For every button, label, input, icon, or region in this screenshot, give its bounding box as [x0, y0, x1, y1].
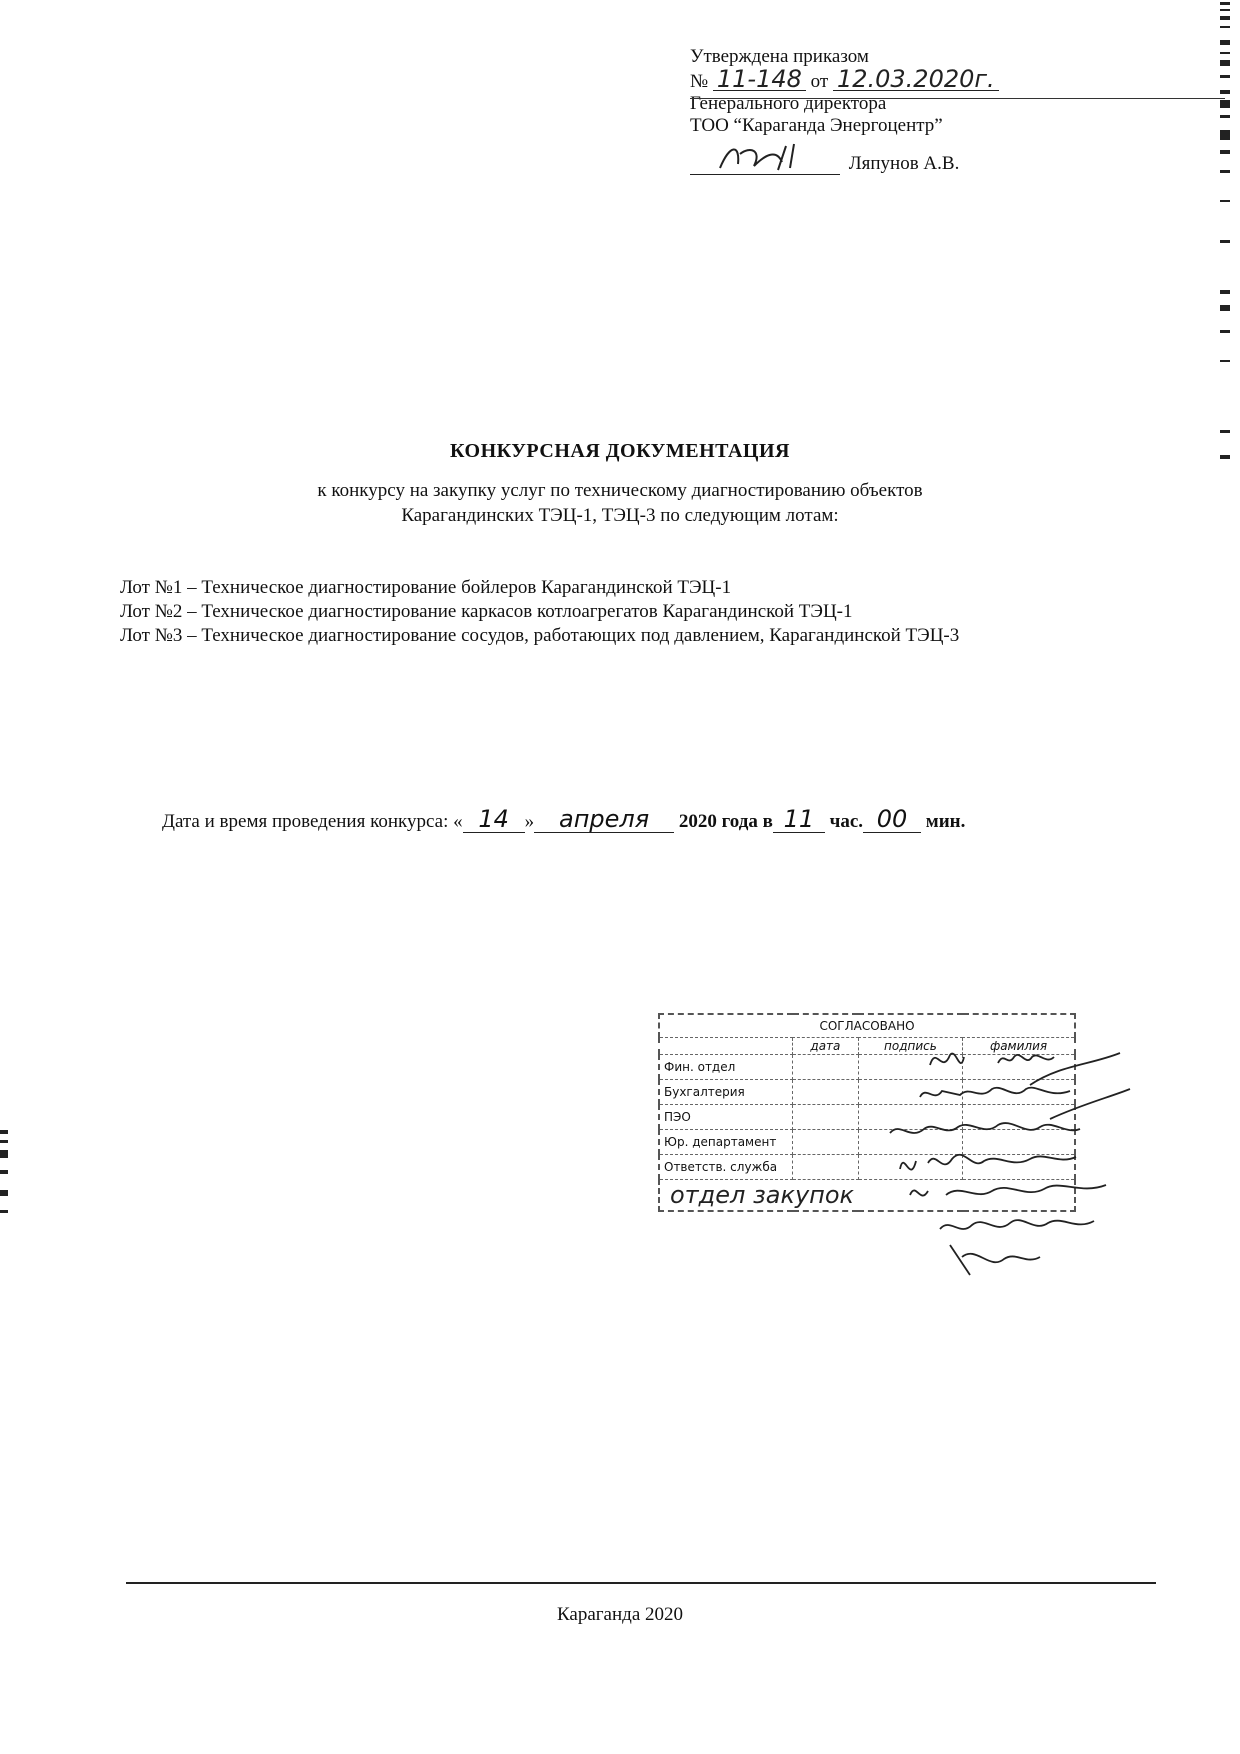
- stamp-signatures: [880, 1045, 1140, 1285]
- month-field: апреля: [534, 806, 674, 833]
- close-quote: »: [524, 811, 535, 832]
- scan-edge-marks-left: [0, 1130, 10, 1250]
- year-text: 2020 года в: [678, 811, 773, 832]
- minute-field: 00: [863, 806, 921, 833]
- stamp-row-label: Ответств. служба: [659, 1155, 793, 1180]
- signature-line: [690, 153, 999, 175]
- document-subtitle: [0, 478, 1240, 528]
- stamp-cell-date: [793, 1080, 859, 1105]
- footer-rule: [126, 1582, 1156, 1584]
- hour-label: час.: [829, 811, 864, 832]
- subtitle-line-2: Карагандинских ТЭЦ-1, ТЭЦ-3 по следующим лотам:: [401, 505, 839, 526]
- stamp-row-label: Юр. департамент: [659, 1130, 793, 1155]
- scan-edge-marks-right: [1214, 0, 1236, 480]
- stamp-cell-date: [793, 1130, 859, 1155]
- hour-field: 11: [773, 806, 825, 833]
- contest-datetime: [162, 806, 965, 833]
- datetime-label: Дата и время проведения конкурса:: [162, 811, 449, 832]
- stamp-handwritten-note: отдел закупок: [659, 1180, 1075, 1212]
- approver-position: Генерального директора: [690, 93, 887, 114]
- stamp-col-date: дата: [793, 1038, 859, 1055]
- minute-label: мин.: [925, 811, 966, 832]
- header-rule: [690, 98, 1225, 99]
- stamp-blank-header: [659, 1038, 793, 1055]
- number-sign: №: [690, 71, 709, 92]
- signer-name: Ляпунов А.В.: [848, 153, 960, 174]
- company-name: ТОО “Караганда Энергоцентр”: [690, 115, 943, 136]
- approval-block: [690, 46, 999, 175]
- signature-field: [690, 154, 840, 175]
- order-number: 11-148: [713, 68, 806, 91]
- footer-place-year: Караганда 2020: [556, 1604, 684, 1625]
- open-quote: «: [453, 811, 463, 832]
- stamp-cell-date: [793, 1155, 859, 1180]
- lot-item: Лот №2 – Техническое диагностирование каркасов котлоагрегатов Карагандинской ТЭЦ-1: [120, 601, 853, 622]
- order-number-line: [690, 65, 999, 93]
- date-prefix: от: [810, 71, 829, 92]
- order-date: 12.03.2020г.: [833, 68, 999, 91]
- lot-item: Лот №3 – Техническое диагностирование сосудов, работающих под давлением, Карагандинской ТЭЦ-3: [120, 625, 960, 646]
- stamp-header: СОГЛАСОВАНО: [659, 1014, 1075, 1038]
- stamp-cell-date: [793, 1055, 859, 1080]
- document-title: КОНКУРСНАЯ ДОКУМЕНТАЦИЯ: [450, 440, 790, 462]
- stamp-row-label: Фин. отдел: [659, 1055, 793, 1080]
- lots-list: [120, 576, 959, 648]
- director-signature: [690, 142, 840, 172]
- stamp-row-label: Бухгалтерия: [659, 1080, 793, 1105]
- subtitle-line-1: к конкурсу на закупку услуг по техническому диагностированию объектов: [317, 480, 923, 501]
- stamp-col-sign: подпись: [858, 1038, 962, 1055]
- approval-heading: Утверждена приказом: [690, 46, 869, 67]
- stamp-row-label: ПЭО: [659, 1105, 793, 1130]
- day-field: 14: [463, 806, 525, 833]
- stamp-col-name: фамилия: [963, 1038, 1075, 1055]
- stamp-cell-date: [793, 1105, 859, 1130]
- lot-item: Лот №1 – Техническое диагностирование бойлеров Карагандинской ТЭЦ-1: [120, 577, 732, 598]
